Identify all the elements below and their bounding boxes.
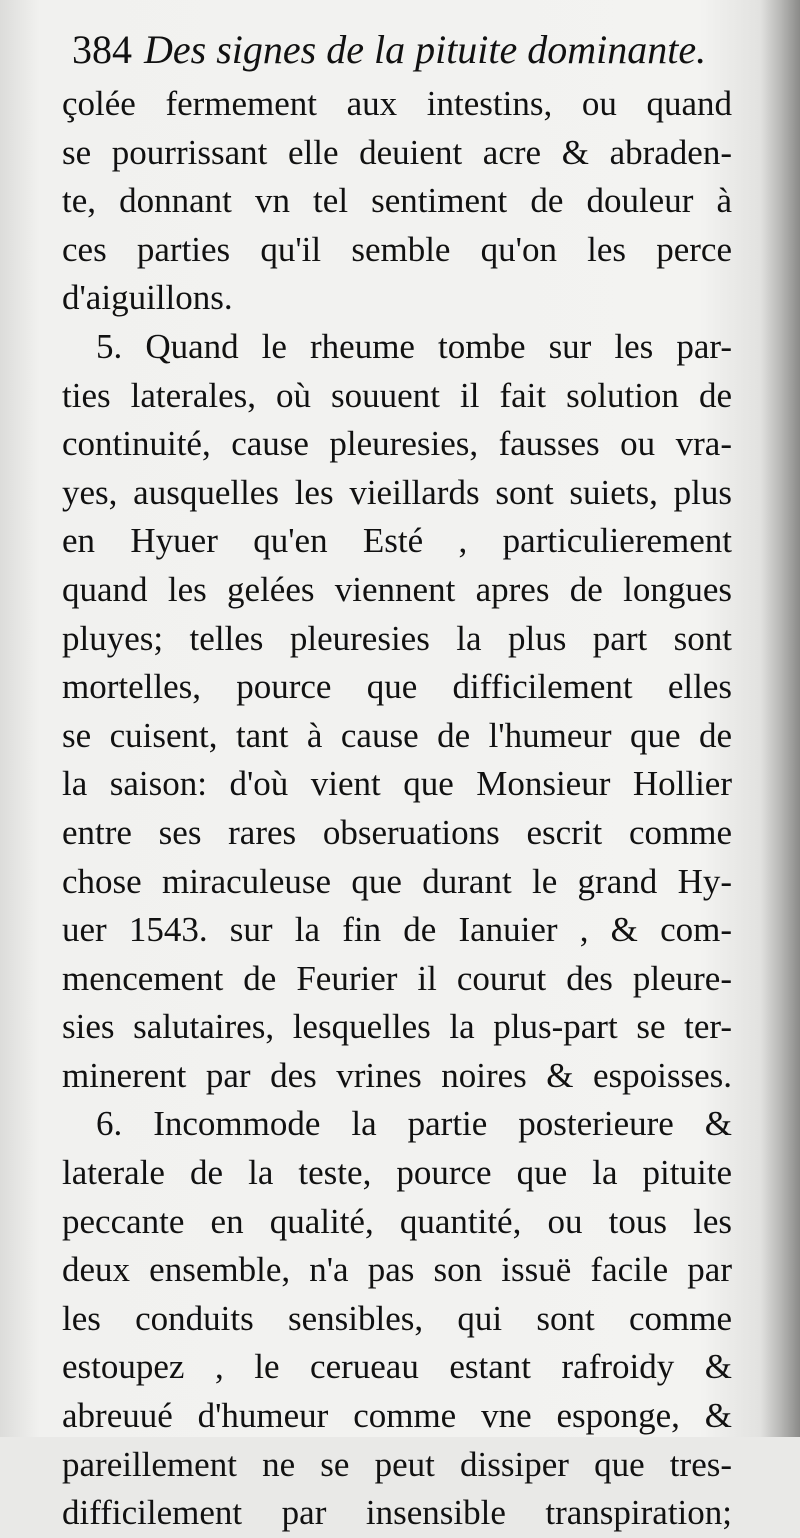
text-line: en Hyuer qu'en Esté , particulierement	[62, 521, 732, 561]
text-line: pluyes; telles pleuresies la plus part sont	[62, 618, 732, 658]
text-line: minerent par des vrines noires & espoisses.	[62, 1055, 732, 1095]
text-line: les conduits sensibles, qui sont comme	[62, 1298, 732, 1338]
text-line: mortelles, pource que difficilement elles	[62, 667, 732, 707]
text-line: peccante en qualité, quantité, ou tous les	[62, 1201, 732, 1241]
text-line: quand les gelées viennent apres de longues	[62, 569, 732, 609]
text-line: entre ses rares obseruations escrit comme	[62, 812, 732, 852]
text-line: estoupez , le cerueau estant rafroidy &	[62, 1347, 732, 1387]
text-line: se cuisent, tant à cause de l'humeur que de	[62, 715, 732, 755]
text-line: abreuué d'humeur comme vne esponge, &	[62, 1396, 732, 1436]
text-line: uer 1543. sur la fin de Ianuier , & com-	[62, 910, 732, 950]
text-line: 5. Quand le rheume tombe sur les par-	[96, 326, 732, 366]
text-line: te, donnant vn tel sentiment de douleur à	[62, 181, 732, 221]
text-line: yes, ausquelles les vieillards sont suiets, plus	[62, 472, 732, 512]
text-line: pareillement ne se peut dissiper que tres-	[62, 1444, 732, 1484]
text-line: mencement de Feurier il courut des pleure-	[62, 958, 732, 998]
page-header	[72, 22, 752, 78]
text-line: d'aiguillons.	[62, 278, 233, 318]
text-line: continuité, cause pleuresies, fausses ou vra-	[62, 424, 732, 464]
text-line: ties laterales, où souuent il fait solution de	[62, 375, 732, 415]
running-title: Des signes de la pituite dominante.	[144, 27, 707, 72]
page-number: 384	[72, 27, 132, 72]
text-line: çolée fermement aux intestins, ou quand	[62, 84, 732, 123]
text-body	[62, 80, 732, 1538]
text-line: ces parties qu'il semble qu'on les perce	[62, 229, 732, 269]
text-line: sies salutaires, lesquelles la plus-part se ter-	[62, 1007, 732, 1047]
text-line: la saison: d'où vient que Monsieur Hollier	[62, 764, 732, 804]
text-line: difficilement par insensible transpiration;	[62, 1493, 732, 1533]
text-line: laterale de la teste, pource que la pituite	[62, 1153, 732, 1193]
text-line: deux ensemble, n'a pas son issuë facile par	[62, 1250, 732, 1290]
text-line: chose miraculeuse que durant le grand Hy-	[62, 861, 732, 901]
text-line: se pourrissant elle deuient acre & abraden-	[62, 132, 732, 172]
text-line: 6. Incommode la partie posterieure &	[96, 1104, 732, 1144]
